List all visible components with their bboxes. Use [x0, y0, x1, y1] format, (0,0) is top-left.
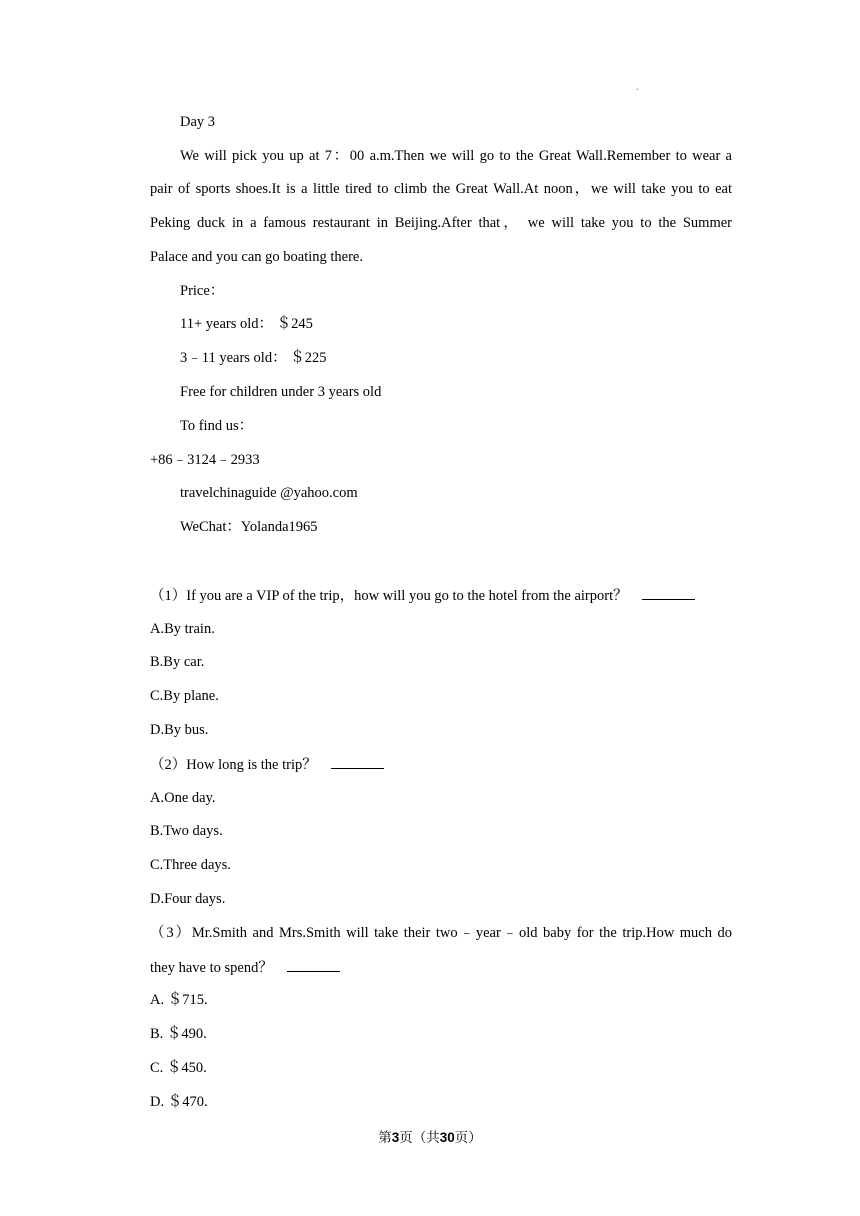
- question-2-option-d: D.Four days.: [150, 891, 226, 907]
- contact-email: travelchinaguide @yahoo.com: [180, 485, 358, 501]
- price-adult: 11+ years old： ＄245: [180, 316, 313, 332]
- footer-prefix: 第: [378, 1130, 392, 1145]
- question-3-option-d: D. ＄470.: [150, 1094, 208, 1110]
- answer-blank-1[interactable]: [642, 585, 695, 600]
- question-1: [150, 585, 732, 606]
- day-heading: Day 3: [180, 114, 216, 130]
- question-3-option-a: A. ＄715.: [150, 992, 208, 1008]
- question-1-option-c: C.By plane.: [150, 688, 219, 704]
- question-3-stem-line-1: （3）Mr.Smith and Mrs.Smith will take their two﹣year﹣old baby for the trip.How much do: [150, 925, 732, 941]
- price-free: Free for children under 3 years old: [180, 384, 382, 400]
- question-2-option-c: C.Three days.: [150, 857, 231, 873]
- contact-wechat: WeChat：Yolanda1965: [180, 519, 318, 535]
- paragraph-line-3: Peking duck in a famous restaurant in Beijing.After that， we will take you to the Summer: [150, 215, 732, 231]
- question-1-option-b: B.By car.: [150, 654, 205, 670]
- footer-total-pages: 30: [439, 1130, 455, 1145]
- footer-current-page: 3: [391, 1130, 400, 1145]
- page-footer: [0, 1126, 860, 1146]
- header-mark: .: [636, 82, 639, 93]
- footer-middle: 页（共: [399, 1130, 440, 1145]
- contact-label: To find us：: [180, 418, 254, 434]
- question-1-option-d: D.By bus.: [150, 722, 209, 738]
- question-2-option-a: A.One day.: [150, 790, 216, 806]
- contact-phone: +86﹣3124﹣2933: [150, 452, 260, 468]
- paragraph-line-4: Palace and you can go boating there.: [150, 249, 363, 265]
- paragraph-line-1: We will pick you up at 7：00 a.m.Then we will go to the Great Wall.Remember to wear a: [180, 148, 732, 164]
- question-2-stem: （2）How long is the trip？: [150, 757, 317, 773]
- question-3: [150, 957, 732, 978]
- answer-blank-3[interactable]: [287, 957, 340, 972]
- question-2-option-b: B.Two days.: [150, 823, 223, 839]
- paragraph-line-2: pair of sports shoes.It is a little tired to climb the Great Wall.At noon，we will take you to eat: [150, 181, 732, 197]
- price-child: 3﹣11 years old： ＄225: [180, 350, 327, 366]
- price-label: Price：: [180, 283, 225, 299]
- question-2: [150, 754, 732, 775]
- question-3-stem-line-2: they have to spend？: [150, 960, 273, 976]
- question-1-option-a: A.By train.: [150, 621, 215, 637]
- question-3-option-b: B. ＄490.: [150, 1026, 207, 1042]
- question-1-stem: （1）If you are a VIP of the trip，how will you go to the hotel from the airport？: [150, 588, 628, 604]
- question-3-option-c: C. ＄450.: [150, 1060, 207, 1076]
- answer-blank-2[interactable]: [331, 754, 384, 769]
- footer-suffix: 页）: [454, 1130, 482, 1145]
